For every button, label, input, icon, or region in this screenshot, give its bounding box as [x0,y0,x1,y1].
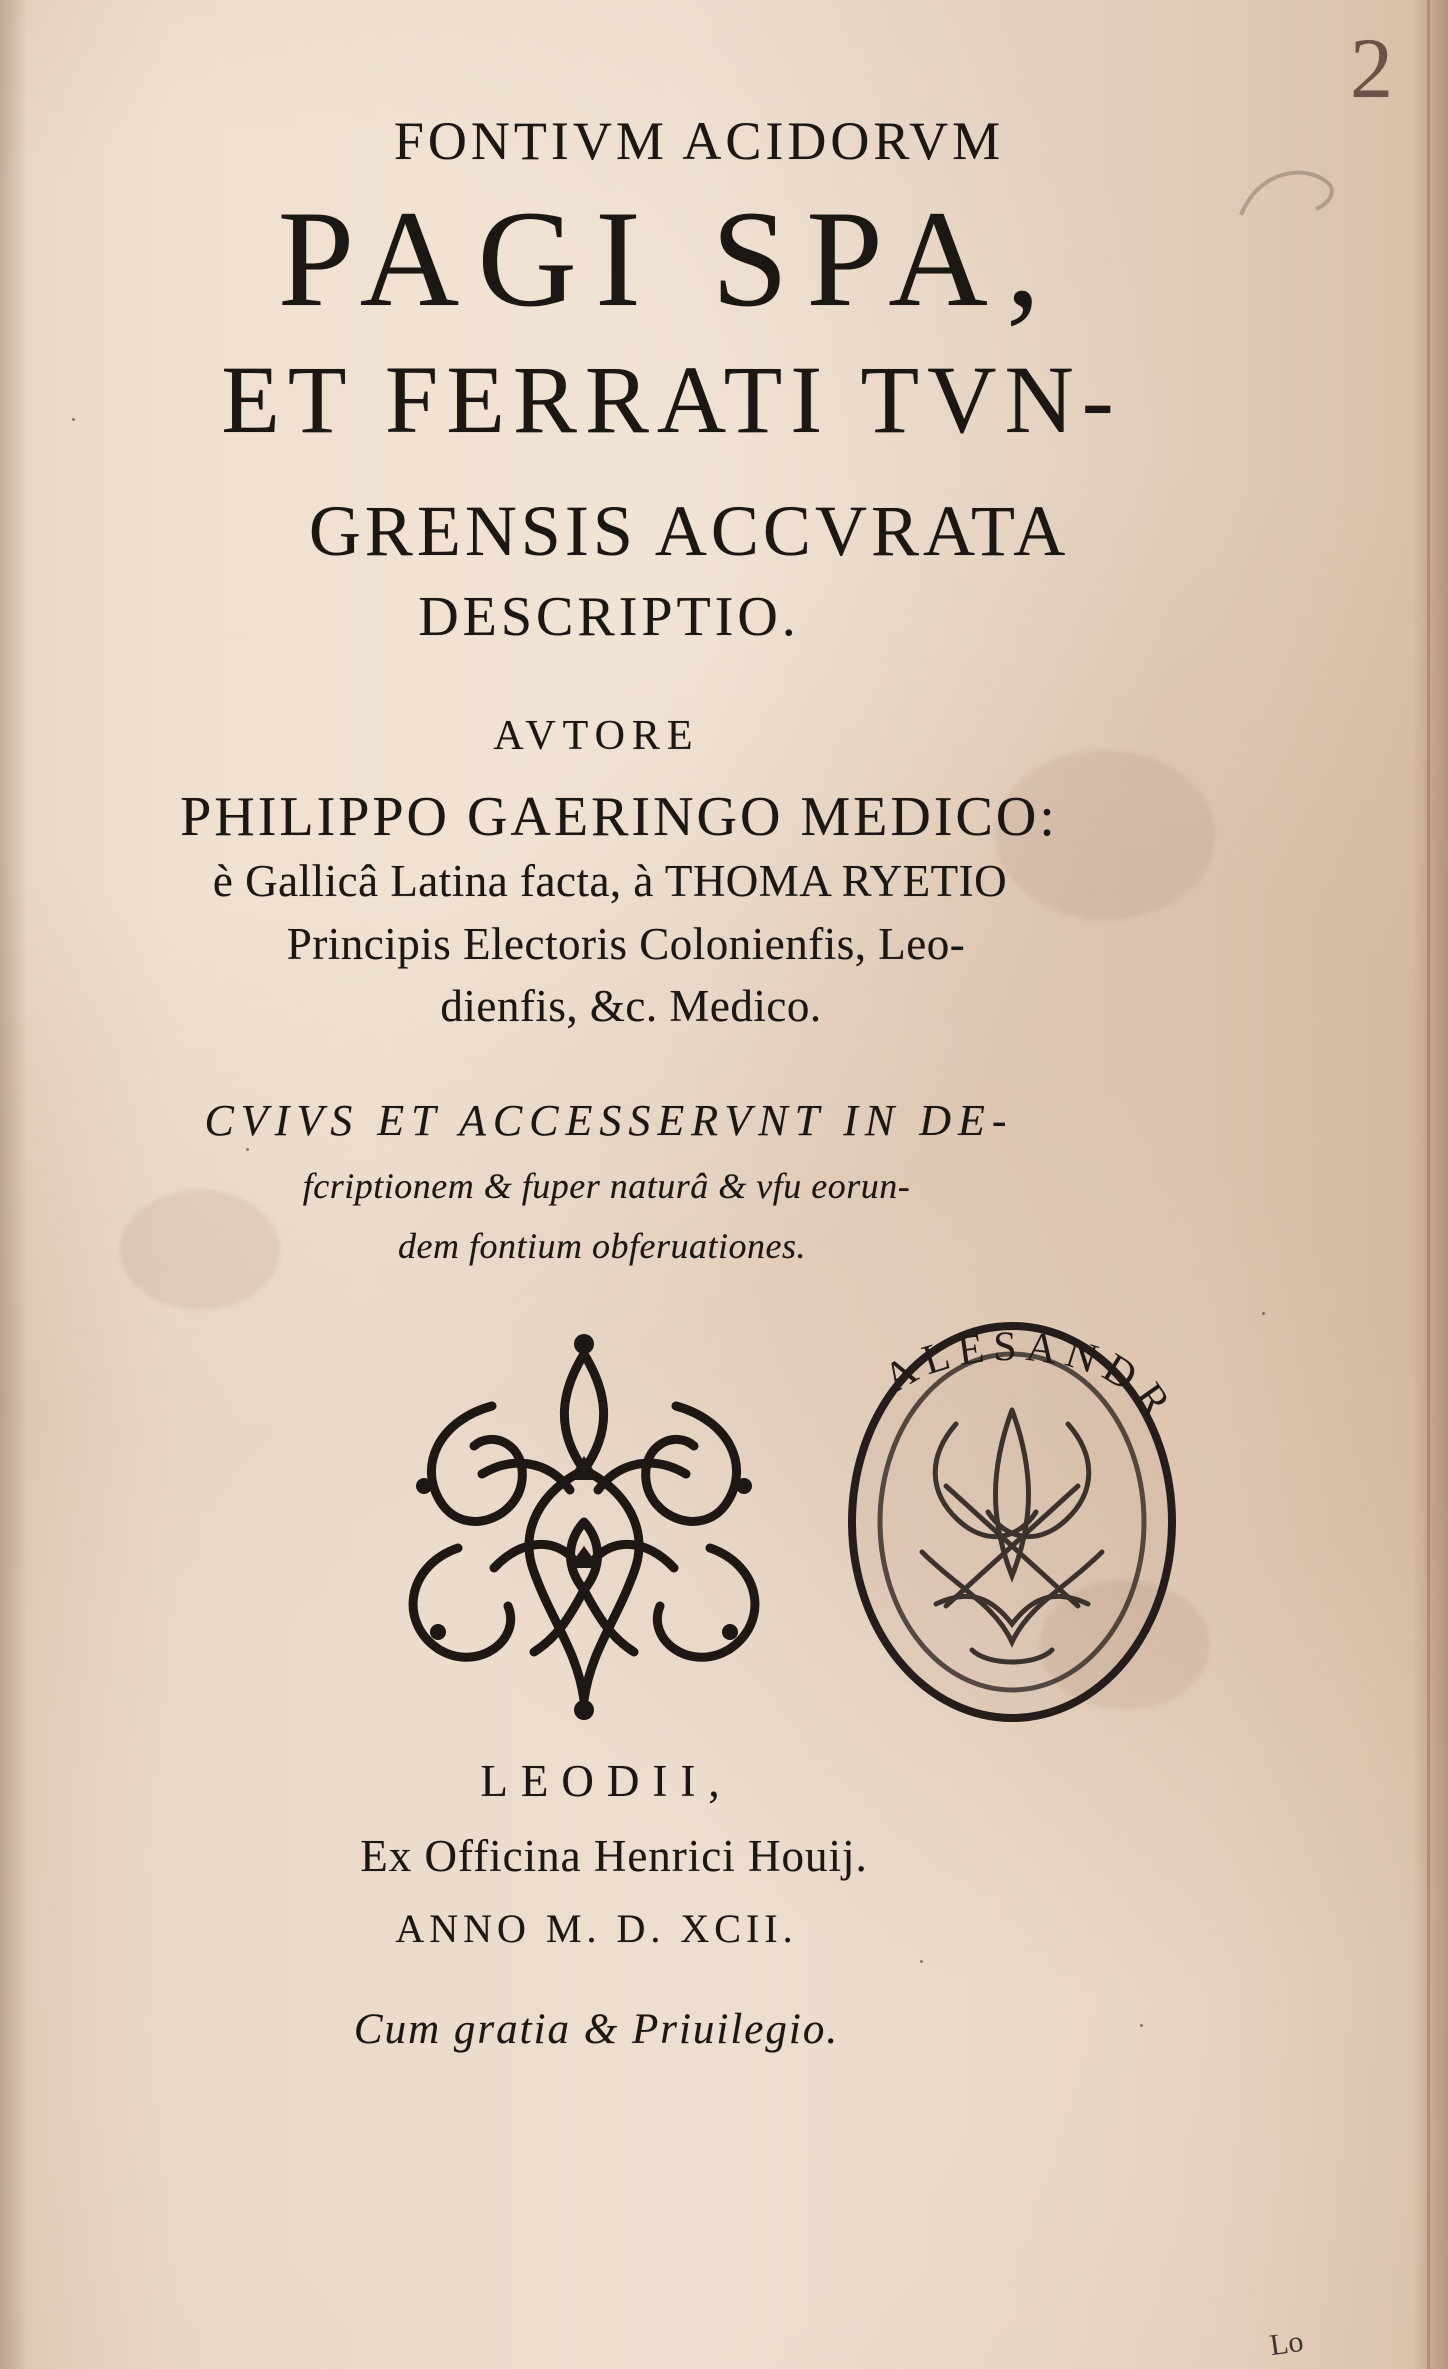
svg-text:ALESANDR: ALESANDR [876,1323,1184,1432]
title-line-4: GRENSIS ACCVRATA [308,491,1070,571]
library-stamp-icon [836,1306,1188,1738]
publication-year: ANNO M. D. XCII. [395,1906,798,1951]
right-paper-edge [1414,0,1448,2369]
title-line-3: ET FERRATI TVN- [221,346,1122,453]
translation-line-1: è Gallicâ Latina facta, à THOMA RYETIO [212,856,1008,906]
page-fold-line [1427,0,1430,2369]
paper-speck [1262,1312,1265,1315]
author-name: PHILIPPO GAERINGO MEDICO: [180,786,1058,848]
printer-ornament-icon [372,1320,796,1730]
author-label: AVTORE [493,713,700,759]
addition-line-3: dem fontium obferuationes. [398,1226,806,1266]
addition-line-1: CVIVS ET ACCESSERVNT IN DE- [204,1096,1014,1145]
printer-line: Ex Officina Henrici Houij. [360,1831,868,1881]
title-line-2: PAGI SPA, [277,182,1059,335]
addition-line-2: fcriptionem & fuper naturâ & vfu eorun- [302,1166,911,1206]
publication-place: LEODII, [480,1756,733,1806]
title-line-1: FONTIVM ACIDORVM [393,111,1005,171]
catalog-number: 2 [1350,20,1393,116]
paper-speck [246,1148,249,1151]
paper-speck [1140,2024,1143,2027]
privilege-line: Cum gratia & Priuilegio. [353,2006,840,2053]
paper-stain [120,1190,280,1310]
title-line-5: DESCRIPTIO. [418,586,800,648]
bottom-handwritten-note: Lo [1267,2324,1306,2363]
translation-line-3: dienfis, &c. Medico. [440,981,822,1031]
translation-line-2: Principis Electoris Colonienfis, Leo- [286,919,966,969]
paper-speck [920,1960,923,1963]
